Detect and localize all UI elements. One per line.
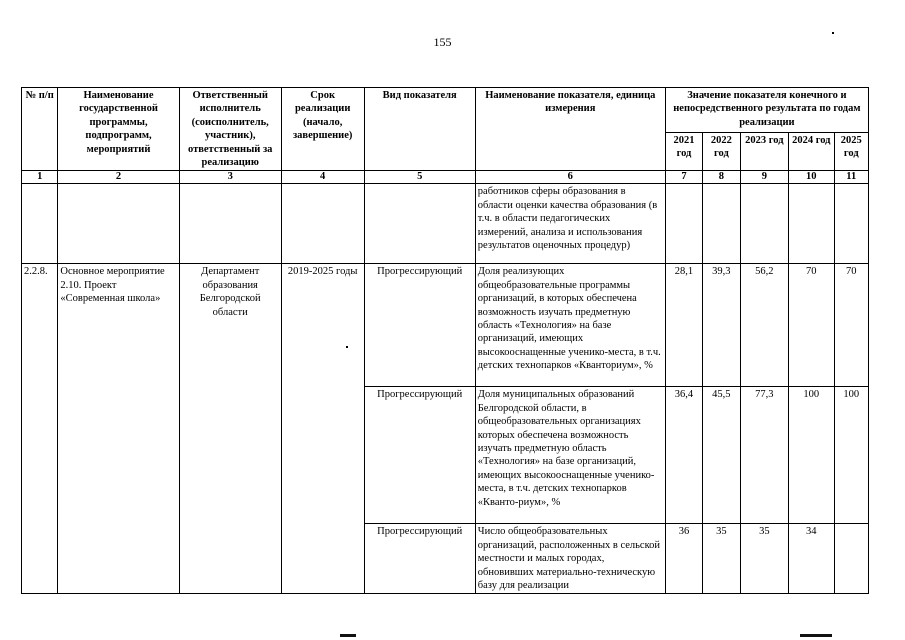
row-num-cell: 2.2.8. [22, 264, 58, 594]
header-values-group: Значение показателя конечного и непосредственного результата по годам реализации [665, 88, 868, 133]
scan-edge-mark [340, 634, 356, 637]
scan-speck [832, 32, 834, 34]
header-indicator: Наименование показателя, единица измерения [475, 88, 665, 171]
row-value-cell: 100 [834, 387, 868, 524]
row-value-cell [740, 184, 789, 264]
column-number: 3 [179, 171, 281, 184]
column-number: 6 [475, 171, 665, 184]
row-value-cell: 77,3 [740, 387, 789, 524]
header-year: 2024 год [789, 132, 834, 171]
header-period: Срок реализации (начало, завершение) [281, 88, 364, 171]
row-value-cell [703, 184, 740, 264]
column-number: 1 [22, 171, 58, 184]
row-num-cell [22, 184, 58, 264]
row-value-cell: 70 [789, 264, 834, 387]
column-number: 7 [665, 171, 702, 184]
row-executor-cell: Департамент образования Белгородской области [179, 264, 281, 594]
column-number: 2 [58, 171, 179, 184]
row-value-cell: 36 [665, 524, 702, 594]
row-name-cell [58, 184, 179, 264]
row-type-cell: Прогрессирующий [364, 524, 475, 594]
row-value-cell [789, 184, 834, 264]
row-value-cell: 36,4 [665, 387, 702, 524]
column-number: 11 [834, 171, 868, 184]
row-indicator-cell: Доля реализующих общеобразовательные программы организаций, в которых обеспечена возможность изучать предметную область «Технология» на базе организаций, имеющих высокооснащенные ученико-места, в т.ч. детских технопарков «Кванториум», % [475, 264, 665, 387]
column-number: 4 [281, 171, 364, 184]
row-value-cell: 100 [789, 387, 834, 524]
column-number: 8 [703, 171, 740, 184]
row-indicator-cell: Доля муниципальных образований Белгородской области, в общеобразовательных организациях которых обеспечена возможность изучать предметную область «Технология» на базе организаций, имеющих высокооснащенные ученико-места, в т.ч. детских технопарков «Кванто-риум», % [475, 387, 665, 524]
indicator-table-container [21, 87, 869, 594]
header-executor: Ответственный исполнитель (соисполнитель, участник), ответственный за реализацию [179, 88, 281, 171]
row-value-cell: 28,1 [665, 264, 702, 387]
row-value-cell: 45,5 [703, 387, 740, 524]
row-value-cell: 35 [703, 524, 740, 594]
header-year: 2022 год [703, 132, 740, 171]
scan-speck [346, 346, 348, 348]
row-value-cell [834, 184, 868, 264]
column-number: 5 [364, 171, 475, 184]
row-type-cell: Прогрессирующий [364, 387, 475, 524]
row-value-cell: 35 [740, 524, 789, 594]
table-row [22, 264, 869, 387]
row-name-cell: Основное мероприятие 2.10. Проект «Современная школа» [58, 264, 179, 594]
indicator-table [21, 87, 869, 594]
row-period-cell: 2019-2025 годы [281, 264, 364, 594]
table-row [22, 184, 869, 264]
row-executor-cell [179, 184, 281, 264]
row-type-cell: Прогрессирующий [364, 264, 475, 387]
page-number: 155 [433, 35, 452, 49]
row-value-cell [834, 524, 868, 594]
row-value-cell: 56,2 [740, 264, 789, 387]
row-value-cell [665, 184, 702, 264]
row-value-cell: 39,3 [703, 264, 740, 387]
header-name: Наименование государственной программы, подпрограмм, мероприятий [58, 88, 179, 171]
column-number: 10 [789, 171, 834, 184]
header-num: № п/п [22, 88, 58, 171]
row-period-cell [281, 184, 364, 264]
header-year: 2023 год [740, 132, 789, 171]
header-type: Вид показателя [364, 88, 475, 171]
row-indicator-cell: Число общеобразовательных организаций, расположенных в сельской местности и малых городах, обновивших материально-техническую базу для реализации [475, 524, 665, 594]
header-year: 2021 год [665, 132, 702, 171]
row-type-cell [364, 184, 475, 264]
header-year: 2025 год [834, 132, 868, 171]
row-value-cell: 70 [834, 264, 868, 387]
column-number: 9 [740, 171, 789, 184]
row-indicator-cell: работников сферы образования в области оценки качества образования (в т.ч. в области педагогических измерений, анализа и использования результатов оценочных процедур) [475, 184, 665, 264]
scan-edge-mark [800, 634, 832, 637]
column-number-row [22, 171, 869, 184]
row-value-cell: 34 [789, 524, 834, 594]
